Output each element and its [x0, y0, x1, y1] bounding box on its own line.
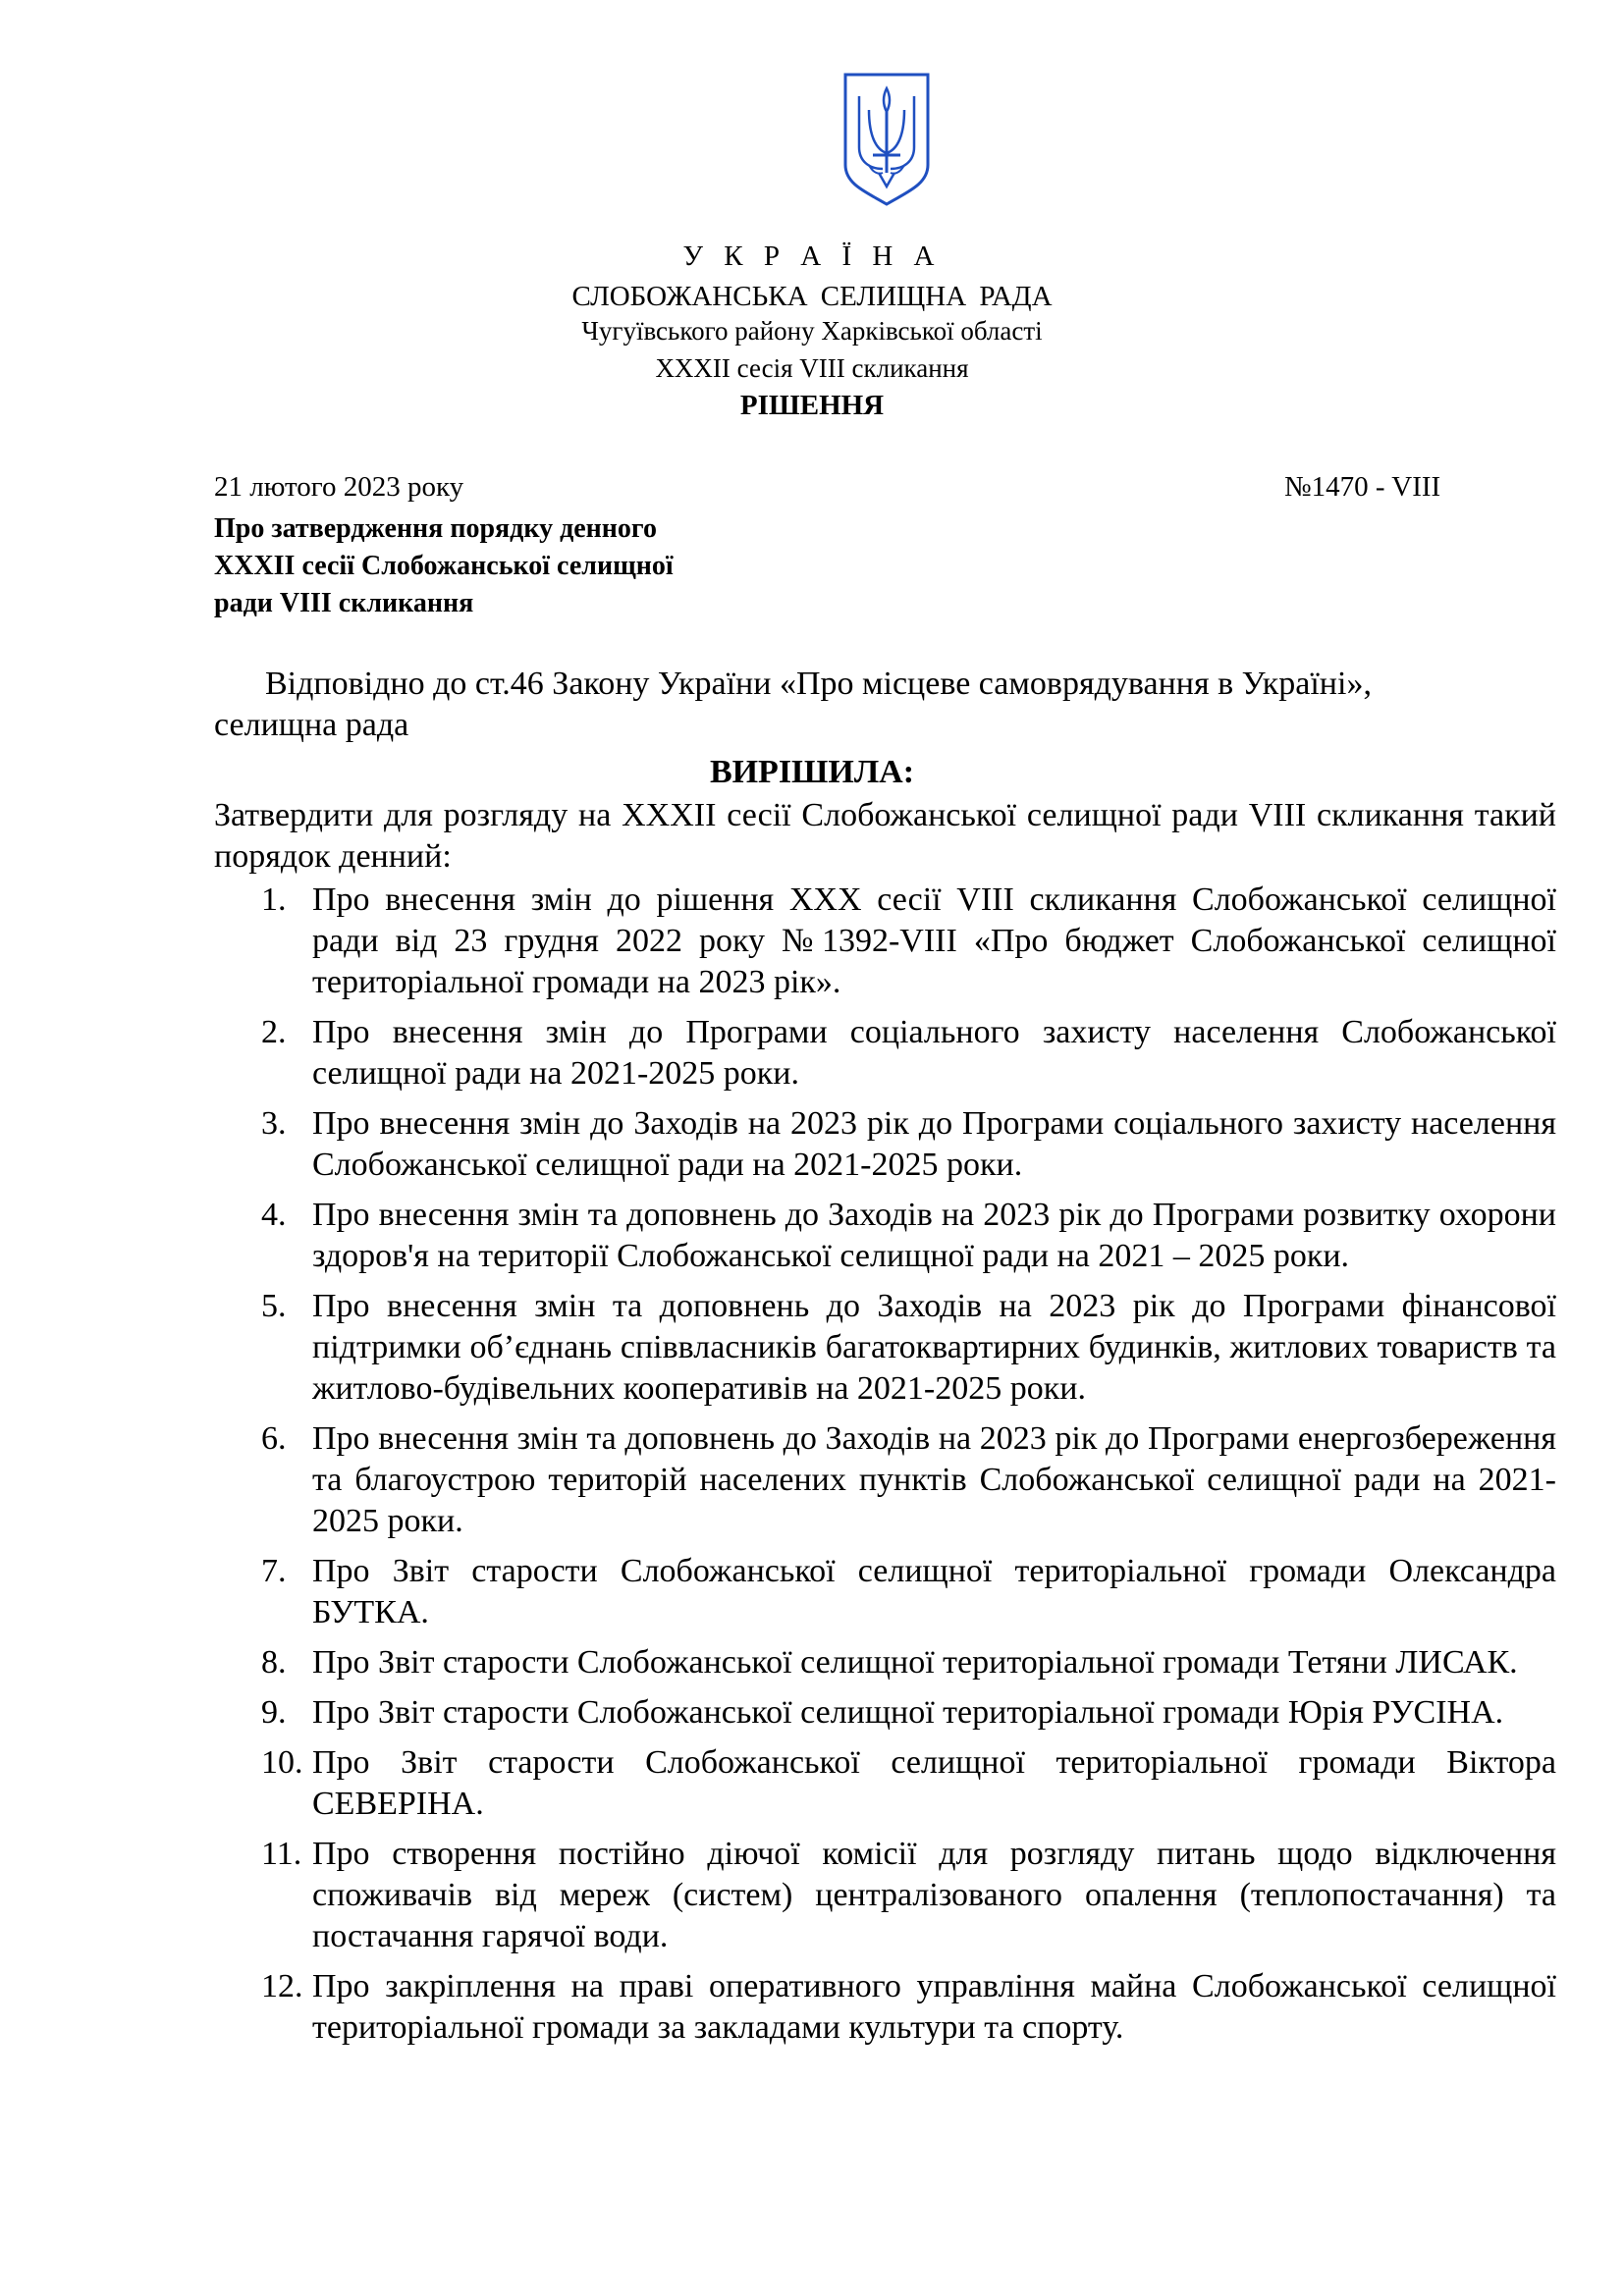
agenda-item-number: [214, 1742, 312, 1825]
intro-line: Відповідно до ст.46 Закону України «Про місцеве самоврядування в Україні»,: [265, 666, 1372, 702]
agenda-item-number-text: 7.: [261, 1553, 287, 1589]
agenda-item-number: [214, 1834, 312, 1957]
agenda-item: [214, 880, 1556, 1003]
agenda-item-number-text: 4.: [261, 1197, 287, 1233]
country-heading: У К Р А Ї Н А: [682, 240, 942, 272]
agenda-item-number: [214, 1642, 312, 1683]
agenda-item: [214, 1418, 1556, 1542]
agenda-item: [214, 1195, 1556, 1277]
agenda-item-text: Про створення постійно діючої комісії для розгляду питань щодо відключення споживачів від мереж (систем) централізованого опалення (теплопостачання) та постачання гарячої води.: [312, 1836, 1556, 1954]
agenda-item: [214, 1742, 1556, 1825]
agenda-item-text: Про Звіт старости Слобожанської селищної територіальної громади Тетяни ЛИСАК.: [312, 1644, 1518, 1681]
agenda-item-number-text: 2.: [261, 1014, 287, 1050]
agenda-item-number-text: 9.: [261, 1694, 287, 1731]
agenda-item: [214, 1286, 1556, 1410]
intro-line: селищна рада: [214, 707, 409, 743]
agenda-item-number: [214, 1012, 312, 1095]
agenda-item: [214, 1551, 1556, 1633]
agenda-item-number-text: 8.: [261, 1644, 287, 1681]
agenda-item-number-text: 3.: [261, 1105, 287, 1142]
subject-line: ради VIII скликання: [214, 588, 474, 618]
agenda-item-number-text: 6.: [261, 1420, 287, 1457]
agenda-item-text: Про внесення змін та доповнень до Заходів на 2023 рік до Програми фінансової підтримки об’єднань співвласників багатоквартирних будинків, житлових товариств та житлово-будівельних кооперативів на 2021-2025 роки.: [312, 1288, 1556, 1407]
agenda-item-number: [214, 1692, 312, 1734]
agenda-item: [214, 1012, 1556, 1095]
agenda-item-number: [214, 880, 312, 1003]
agenda-item-text: Про Звіт старости Слобожанської селищної територіальної громади Юрія РУСІНА.: [312, 1694, 1504, 1731]
agenda-item-number: [214, 1195, 312, 1277]
agenda-item-text: Про внесення змін та доповнень до Заходів на 2023 рік до Програми розвитку охорони здоров'я на території Слобожанської селищної ради на 2021 – 2025 роки.: [312, 1197, 1556, 1274]
agenda-item-number: [214, 1418, 312, 1542]
agenda-item-number-text: 10.: [261, 1744, 303, 1781]
intro-paragraph: [214, 664, 1556, 746]
agenda-item: [214, 1642, 1556, 1683]
resolved-heading: ВИРІШИЛА:: [709, 754, 915, 790]
agenda-item-number: [214, 1966, 312, 2049]
agenda-item: [214, 1103, 1556, 1186]
agenda-item-text: Про закріплення на праві оперативного управління майна Слобожанської селищної територіальної громади за закладами культури та спорту.: [312, 1968, 1556, 2046]
approve-paragraph: Затвердити для розгляду на XXXII сесії Слобожанської селищної ради VIII скликання такий порядок денний:: [214, 797, 1556, 875]
agenda-item-number-text: 5.: [261, 1288, 287, 1324]
agenda-item: [214, 1834, 1556, 1957]
decision-subject: [214, 510, 803, 622]
district-heading: Чугуївського району Харківської області: [581, 316, 1043, 346]
decision-number: №1470 - VIII: [1284, 471, 1441, 503]
subject-line: XXXII сесії Слобожанської селищної: [214, 551, 674, 581]
decision-date: 21 лютого 2023 року: [214, 471, 464, 503]
subject-line: Про затвердження порядку денного: [214, 513, 657, 544]
document-type-heading: РІШЕННЯ: [739, 390, 885, 421]
agenda-item-number: [214, 1103, 312, 1186]
coat-of-arms-icon: [839, 71, 934, 208]
agenda-item-number-text: 1.: [261, 881, 287, 918]
council-heading: СЛОБОЖАНСЬКА СЕЛИЩНА РАДА: [571, 281, 1053, 312]
agenda-item-number-text: 11.: [261, 1836, 302, 1872]
agenda-item-number: [214, 1551, 312, 1633]
agenda-item: [214, 1966, 1556, 2049]
session-heading: XXXII сесія VIII скликання: [655, 353, 969, 383]
agenda-item-number: [214, 1286, 312, 1410]
agenda-item-text: Про внесення змін до рішення XXX сесії VIII скликання Слобожанської селищної ради від 23 грудня 2022 року №1392-VIII «Про бюджет Слобожанської селищної територіальної громади на 2023 рік».: [312, 881, 1556, 1000]
agenda-item: [214, 1692, 1556, 1734]
agenda-item-number-text: 12.: [261, 1968, 303, 2004]
agenda-item-text: Про внесення змін до Програми соціального захисту населення Слобожанської селищної ради на 2021-2025 роки.: [312, 1014, 1556, 1092]
agenda-item-text: Про внесення змін та доповнень до Заходів на 2023 рік до Програми енергозбереження та благоустрою територій населених пунктів Слобожанської селищної ради на 2021-2025 роки.: [312, 1420, 1556, 1539]
agenda-list: [214, 880, 1556, 2057]
agenda-item-text: Про внесення змін до Заходів на 2023 рік до Програми соціального захисту населення Слобожанської селищної ради на 2021-2025 роки.: [312, 1105, 1556, 1183]
agenda-item-text: Про Звіт старости Слобожанської селищної територіальної громади Олександра БУТКА.: [312, 1553, 1556, 1630]
agenda-item-text: Про Звіт старости Слобожанської селищної територіальної громади Віктора СЕВЕРІНА.: [312, 1744, 1556, 1822]
